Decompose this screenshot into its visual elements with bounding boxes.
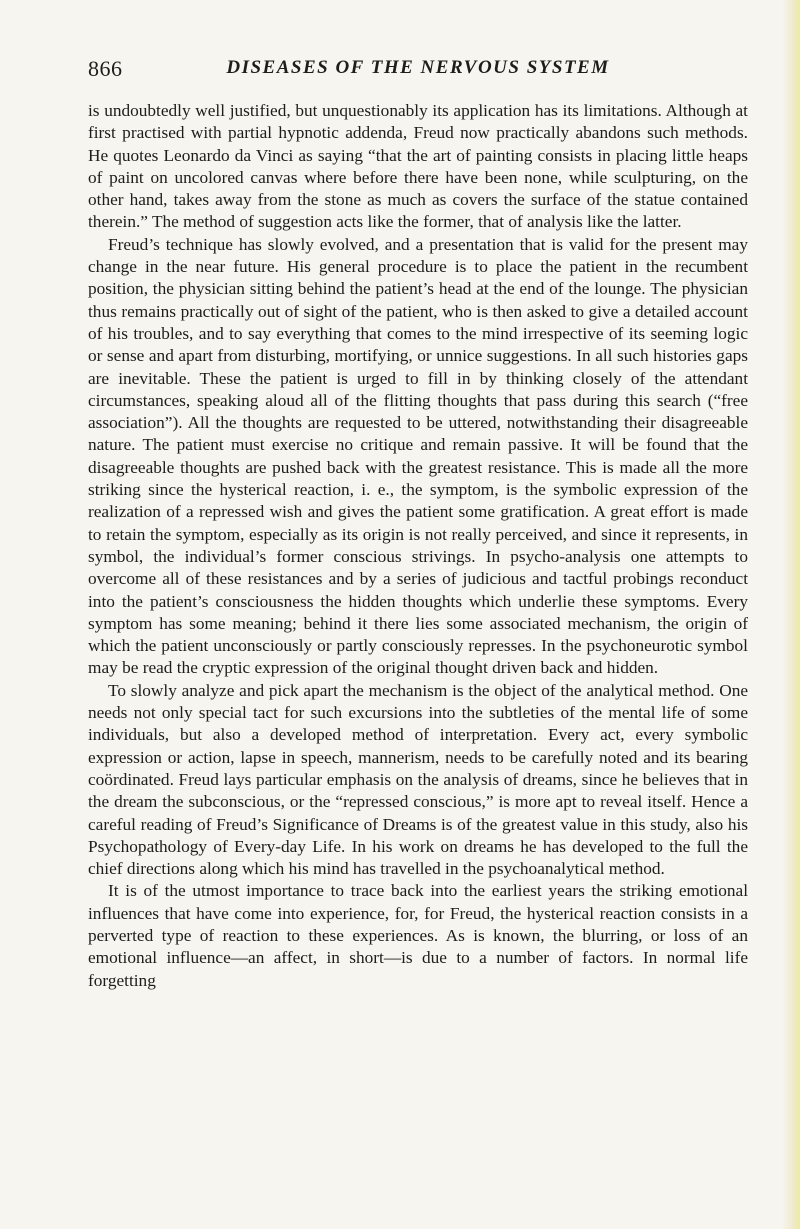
paragraph-continued: is undoubtedly well justified, but unquestionably its application has its limitations. Although at first practised with partial hypnotic addenda, Freud now practically abandons such methods. He quotes Leonardo da Vinci as saying “that the art of painting consists in placing little heaps of paint on uncolored canvas where before there have been none, while sculpturing, on the other hand, takes away from the stone as much as covers the surface of the statue contained therein.” The method of suggestion acts like the former, that of analysis like the latter. bbox=[88, 101, 748, 232]
paragraph-analytical-method: To slowly analyze and pick apart the mechanism is the object of the analytical method. One needs not only special tact for such excursions into the subtleties of the mental life of some individuals, but also a developed method of interpretation. Every act, every symbolic expression or action, lapse in speech, mannerism, needs to be carefully noted and its bearing coördinated. Freud lays particular emphasis on the analysis of dreams, since he believes that in the dream the subconscious, or the “repressed conscious,” is more apt to reveal itself. Hence a careful reading of Freud’s Significance of Dreams is of the greatest value in this study, also his Psychopathology of Every-day Life. In his work on dreams he has developed to the full the chief directions along which his mind has travelled in the psychoanalytical method. bbox=[88, 680, 748, 879]
paragraph-emotional-influences: It is of the utmost importance to trace back into the earliest years the striking emotional influences that have come into experience, for, for Freud, the hysterical reaction consists in a perverted type of reaction to these experiences. As is known, the blurring, or loss of an emotional influence—an affect, in short—is due to a number of factors. In normal life forgetting bbox=[88, 881, 748, 990]
body-text bbox=[88, 100, 748, 992]
scan-edge bbox=[782, 0, 800, 1229]
running-head bbox=[88, 56, 748, 82]
page-number: 866 bbox=[88, 56, 123, 81]
paragraph-freud-technique: Freud’s technique has slowly evolved, and a presentation that is valid for the present may change in the near future. His general procedure is to place the patient in the recumbent position, the physician sitting behind the patient’s head at the end of the lounge. The physician thus remains practically out of sight of the patient, who is then asked to give a detailed account of his troubles, and to say everything that comes to the mind irrespective of its seeming logic or sense and apart from disturbing, mortifying, or unnice suggestions. In all such histories gaps are inevitable. These the patient is urged to fill in by thinking closely of the attendant circumstances, speaking aloud all of the flitting thoughts that pass during this search (“free association”). All the thoughts are requested to be uttered, notwithstanding their disagreeable nature. The patient must exercise no critique and remain passive. It will be found that the disagreeable thoughts are pushed back with the greatest resistance. This is made all the more striking since the hysterical reaction, i. e., the symptom, is the symbolic expression of the realization of a repressed wish and gives the patient some gratification. A great effort is made to retain the symptom, especially as its origin is not really perceived, and since it represents, in symbol, the individual’s former conscious strivings. In psycho-analysis one attempts to overcome all of these resistances and by a series of judicious and tactful probings reconduct into the patient’s consciousness the hidden thoughts which underlie these symptoms. Every symptom has some meaning; behind it there lies some associated mechanism, the origin of which the patient unconsciously or partly consciously represses. In the psychoneurotic symbol may be read the cryptic expression of the original thought driven back and hidden. bbox=[88, 234, 748, 678]
running-title: DISEASES OF THE NERVOUS SYSTEM bbox=[226, 57, 610, 78]
